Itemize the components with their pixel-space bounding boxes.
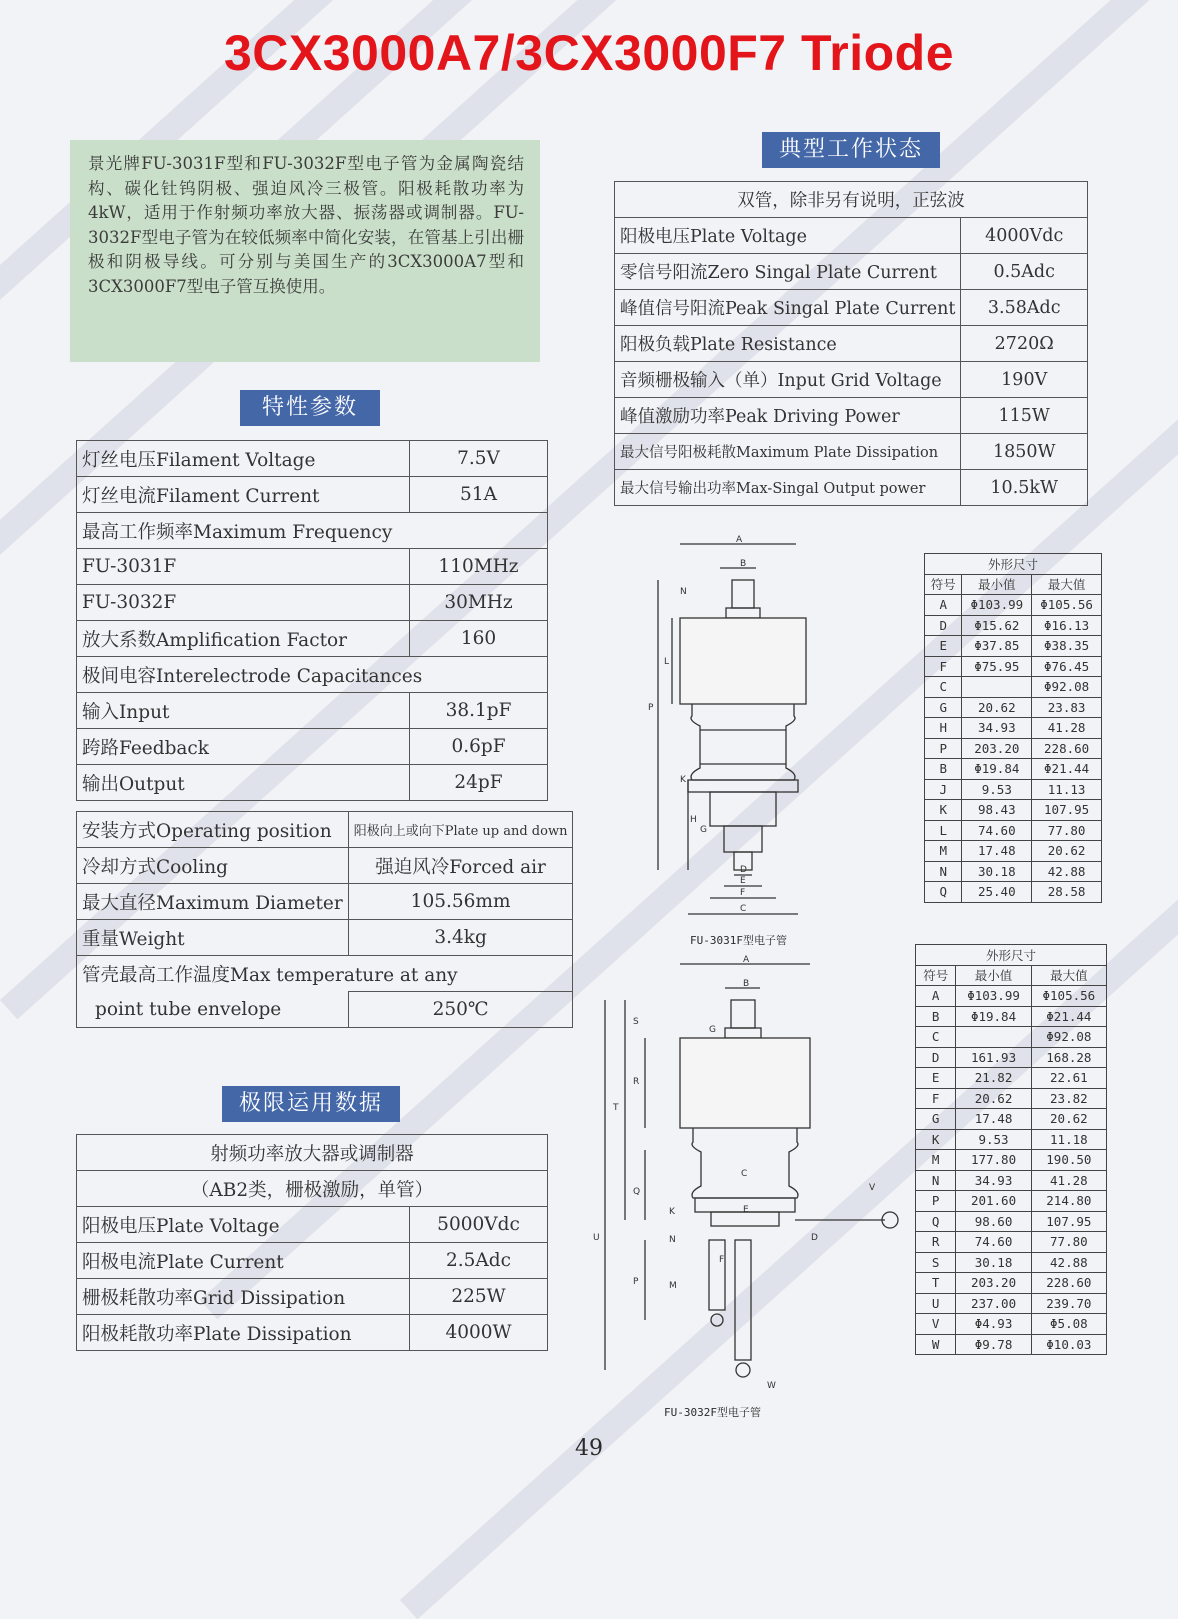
- table-row: [925, 554, 1102, 575]
- table-row: [925, 595, 1102, 616]
- dim-label: B: [743, 979, 750, 989]
- table-cell: 安装方式Operating position: [77, 812, 349, 848]
- table-cell: 0.5Adc: [961, 254, 1088, 290]
- table-cell: 阳极耗散功率Plate Dissipation: [77, 1315, 410, 1351]
- table-row: [77, 1279, 548, 1315]
- symbol-cell: V: [916, 1314, 956, 1335]
- table-cell: 51A: [410, 477, 548, 513]
- table-header: 最大值: [1031, 965, 1106, 986]
- table-cell: point tube envelope: [77, 992, 349, 1028]
- table-row: [925, 779, 1102, 800]
- table-row: [916, 1109, 1107, 1130]
- min-value-cell: 34.93: [956, 1170, 1031, 1191]
- table-row: [615, 398, 1088, 434]
- max-value-cell: Φ92.08: [1032, 677, 1102, 698]
- table-row: [925, 800, 1102, 821]
- dim-label: F: [740, 888, 746, 898]
- table-cell: 最大信号输出功率Max-Singal Output power: [615, 470, 961, 506]
- table-row: [77, 956, 573, 992]
- min-value-cell: 98.60: [956, 1211, 1031, 1232]
- dim-label: B: [740, 559, 747, 569]
- table-row: [77, 549, 548, 585]
- max-value-cell: Φ38.35: [1032, 636, 1102, 657]
- symbol-cell: Q: [925, 882, 962, 903]
- table-row: [925, 841, 1102, 862]
- table-cell: 双管，除非另有说明，正弦波: [615, 182, 1088, 218]
- min-value-cell: 161.93: [956, 1047, 1031, 1068]
- min-value-cell: 237.00: [956, 1293, 1031, 1314]
- table-header: 符号: [916, 965, 956, 986]
- dim-label: D: [740, 865, 747, 875]
- dim-label: G: [700, 825, 707, 835]
- fu3032f-caption: FU-3032F型电子管: [664, 1406, 761, 1419]
- dim-label: N: [669, 1235, 676, 1245]
- dim-label: A: [743, 955, 750, 965]
- table-row: [925, 759, 1102, 780]
- table-cell: 160: [410, 621, 548, 657]
- table-row: [615, 290, 1088, 326]
- table-row: [916, 1129, 1107, 1150]
- max-value-cell: 228.60: [1031, 1273, 1106, 1294]
- symbol-cell: T: [916, 1273, 956, 1294]
- dim-label: G: [709, 1025, 716, 1035]
- symbol-cell: E: [916, 1068, 956, 1089]
- max-value-cell: Φ5.08: [1031, 1314, 1106, 1335]
- table-row: [916, 1068, 1107, 1089]
- symbol-cell: N: [916, 1170, 956, 1191]
- table-header: 最小值: [962, 574, 1032, 595]
- symbol-cell: G: [916, 1109, 956, 1130]
- table-row: [916, 1252, 1107, 1273]
- table-cell: 重量Weight: [77, 920, 349, 956]
- table-row: [615, 218, 1088, 254]
- max-value-cell: 228.60: [1032, 738, 1102, 759]
- table-cell: 4000Vdc: [961, 218, 1088, 254]
- symbol-cell: B: [925, 759, 962, 780]
- table-row: [916, 1314, 1107, 1335]
- table-cell: 1850W: [961, 434, 1088, 470]
- min-value-cell: 98.43: [962, 800, 1032, 821]
- symbol-cell: K: [916, 1129, 956, 1150]
- table-row: [925, 820, 1102, 841]
- max-value-cell: 107.95: [1031, 1211, 1106, 1232]
- max-value-cell: 168.28: [1031, 1047, 1106, 1068]
- typical-heading: 典型工作状态: [762, 132, 940, 168]
- table-header: 最小值: [956, 965, 1031, 986]
- table-row: [925, 738, 1102, 759]
- table-cell: 24pF: [410, 765, 548, 801]
- table-cell: 音频栅极输入（单）Input Grid Voltage: [615, 362, 961, 398]
- table-cell: 阳极负载Plate Resistance: [615, 326, 961, 362]
- table-cell: 7.5V: [410, 441, 548, 477]
- symbol-cell: H: [925, 718, 962, 739]
- table-cell: 输出Output: [77, 765, 410, 801]
- fu3031f-drawing: [628, 530, 808, 930]
- max-value-cell: 41.28: [1031, 1170, 1106, 1191]
- table-row: [77, 1315, 548, 1351]
- table-cell: 强迫风冷Forced air: [348, 848, 573, 884]
- table-cell: 30MHz: [410, 585, 548, 621]
- max-value-cell: Φ105.56: [1032, 595, 1102, 616]
- min-value-cell: 17.48: [956, 1109, 1031, 1130]
- table-row: [925, 718, 1102, 739]
- symbol-cell: F: [925, 656, 962, 677]
- characteristics-table-lower: [76, 811, 573, 1028]
- table-cell: 阳极向上或向下Plate up and down: [348, 812, 573, 848]
- table-row: [925, 861, 1102, 882]
- table-row: [916, 1232, 1107, 1253]
- table-row: [615, 326, 1088, 362]
- max-value-cell: 20.62: [1031, 1109, 1106, 1130]
- limits-heading: 极限运用数据: [222, 1086, 400, 1122]
- symbol-cell: W: [916, 1334, 956, 1355]
- dim-label: E: [740, 876, 746, 886]
- symbol-cell: J: [925, 779, 962, 800]
- symbol-cell: Q: [916, 1211, 956, 1232]
- dim-label: P: [648, 703, 654, 713]
- table-cell: 10.5kW: [961, 470, 1088, 506]
- min-value-cell: 30.18: [962, 861, 1032, 882]
- symbol-cell: A: [916, 986, 956, 1007]
- dim-label: R: [633, 1077, 640, 1087]
- table-row: [916, 1006, 1107, 1027]
- page-number: 49: [575, 1436, 603, 1461]
- max-value-cell: Φ10.03: [1031, 1334, 1106, 1355]
- table-row: [916, 965, 1107, 986]
- table-row: [925, 697, 1102, 718]
- symbol-cell: M: [916, 1150, 956, 1171]
- table-cell: （AB2类，栅极激励，单管）: [77, 1171, 548, 1207]
- max-value-cell: 22.61: [1031, 1068, 1106, 1089]
- symbol-cell: M: [925, 841, 962, 862]
- table-cell: 栅极耗散功率Grid Dissipation: [77, 1279, 410, 1315]
- table-cell: 225W: [410, 1279, 548, 1315]
- max-value-cell: 23.82: [1031, 1088, 1106, 1109]
- symbol-cell: P: [916, 1191, 956, 1212]
- symbol-cell: S: [916, 1252, 956, 1273]
- dim-label: Q: [633, 1187, 641, 1197]
- symbol-cell: D: [916, 1047, 956, 1068]
- table-row: [916, 1273, 1107, 1294]
- min-value-cell: 203.20: [962, 738, 1032, 759]
- symbol-cell: B: [916, 1006, 956, 1027]
- max-value-cell: 42.88: [1032, 861, 1102, 882]
- min-value-cell: 74.60: [956, 1232, 1031, 1253]
- table-row: [925, 636, 1102, 657]
- max-value-cell: 77.80: [1031, 1232, 1106, 1253]
- min-value-cell: 25.40: [962, 882, 1032, 903]
- table-row: [77, 585, 548, 621]
- dim-label: E: [743, 1205, 749, 1215]
- table-cell: 5000Vdc: [410, 1207, 548, 1243]
- max-value-cell: 42.88: [1031, 1252, 1106, 1273]
- max-value-cell: 23.83: [1032, 697, 1102, 718]
- max-value-cell: Φ105.56: [1031, 986, 1106, 1007]
- max-value-cell: 11.13: [1032, 779, 1102, 800]
- min-value-cell: 177.80: [956, 1150, 1031, 1171]
- min-value-cell: 17.48: [962, 841, 1032, 862]
- table-cell: 最高工作频率Maximum Frequency: [77, 513, 548, 549]
- dim-label: S: [633, 1017, 639, 1027]
- table-row: [925, 882, 1102, 903]
- table-cell: 峰值激励功率Peak Driving Power: [615, 398, 961, 434]
- table-row: [916, 1027, 1107, 1048]
- symbol-cell: D: [925, 615, 962, 636]
- table-row: [615, 254, 1088, 290]
- dim-label: K: [669, 1207, 675, 1217]
- min-value-cell: [956, 1027, 1031, 1048]
- fu3031f-caption: FU-3031F型电子管: [690, 934, 787, 947]
- table-row: [77, 1171, 548, 1207]
- table-row: [77, 477, 548, 513]
- characteristics-table: [76, 440, 548, 801]
- max-value-cell: Φ21.44: [1032, 759, 1102, 780]
- table-row: [916, 1211, 1107, 1232]
- dim-label: L: [664, 657, 670, 667]
- table-row: [916, 1088, 1107, 1109]
- table-cell: 峰值信号阳流Peak Singal Plate Current: [615, 290, 961, 326]
- table-cell: 250℃: [348, 992, 573, 1028]
- table-cell: 放大系数Amplification Factor: [77, 621, 410, 657]
- dim-label: P: [633, 1277, 639, 1287]
- table-cell: 最大直径Maximum Diameter: [77, 884, 349, 920]
- dim-label: K: [680, 775, 686, 785]
- table-cell: 110MHz: [410, 549, 548, 585]
- symbol-cell: A: [925, 595, 962, 616]
- table-cell: FU-3031F: [77, 549, 410, 585]
- table-row: [916, 986, 1107, 1007]
- table-cell: 灯丝电压Filament Voltage: [77, 441, 410, 477]
- max-value-cell: Φ92.08: [1031, 1027, 1106, 1048]
- max-value-cell: 41.28: [1032, 718, 1102, 739]
- dim-label: W: [767, 1381, 776, 1391]
- min-value-cell: 21.82: [956, 1068, 1031, 1089]
- typical-table: [614, 181, 1088, 506]
- table-row: [925, 656, 1102, 677]
- table-row: [77, 621, 548, 657]
- min-value-cell: 74.60: [962, 820, 1032, 841]
- table-cell: 射频功率放大器或调制器: [77, 1135, 548, 1171]
- min-value-cell: Φ19.84: [956, 1006, 1031, 1027]
- table-cell: 190V: [961, 362, 1088, 398]
- table-row: [615, 362, 1088, 398]
- table-row: [615, 470, 1088, 506]
- symbol-cell: L: [925, 820, 962, 841]
- table-cell: 阳极电压Plate Voltage: [77, 1207, 410, 1243]
- min-value-cell: 201.60: [956, 1191, 1031, 1212]
- table-row: [916, 1293, 1107, 1314]
- max-value-cell: Φ76.45: [1032, 656, 1102, 677]
- table-header: 外形尺寸: [916, 945, 1107, 966]
- page-title: 3CX3000A7/3CX3000F7 Triode: [223, 25, 955, 81]
- max-value-cell: Φ21.44: [1031, 1006, 1106, 1027]
- max-value-cell: 11.18: [1031, 1129, 1106, 1150]
- min-value-cell: 34.93: [962, 718, 1032, 739]
- dim-label: H: [690, 815, 697, 825]
- table-cell: 115W: [961, 398, 1088, 434]
- table-row: [925, 677, 1102, 698]
- table-cell: FU-3032F: [77, 585, 410, 621]
- min-value-cell: 203.20: [956, 1273, 1031, 1294]
- table-cell: 105.56mm: [348, 884, 573, 920]
- table-cell: 冷却方式Cooling: [77, 848, 349, 884]
- table-row: [925, 615, 1102, 636]
- min-value-cell: Φ75.95: [962, 656, 1032, 677]
- table-header: 外形尺寸: [925, 554, 1102, 575]
- table-row: [916, 1047, 1107, 1068]
- symbol-cell: E: [925, 636, 962, 657]
- table-cell: 3.4kg: [348, 920, 573, 956]
- min-value-cell: Φ19.84: [962, 759, 1032, 780]
- min-value-cell: [962, 677, 1032, 698]
- symbol-cell: F: [916, 1088, 956, 1109]
- fu3032f-drawing: [585, 950, 905, 1400]
- table-row: [77, 729, 548, 765]
- min-value-cell: 20.62: [962, 697, 1032, 718]
- table-row: [916, 945, 1107, 966]
- symbol-cell: U: [916, 1293, 956, 1314]
- symbol-cell: G: [925, 697, 962, 718]
- dim-label: A: [736, 535, 743, 545]
- dims-table-fu3032f: [915, 944, 1107, 1355]
- table-row: [77, 848, 573, 884]
- table-row: [916, 1150, 1107, 1171]
- table-row: [615, 182, 1088, 218]
- table-row: [77, 513, 548, 549]
- table-cell: 极间电容Interelectrode Capacitances: [77, 657, 548, 693]
- symbol-cell: K: [925, 800, 962, 821]
- max-value-cell: 214.80: [1031, 1191, 1106, 1212]
- table-row: [77, 657, 548, 693]
- max-value-cell: 28.58: [1032, 882, 1102, 903]
- symbol-cell: P: [925, 738, 962, 759]
- table-cell: 3.58Adc: [961, 290, 1088, 326]
- symbol-cell: C: [925, 677, 962, 698]
- table-row: [77, 1135, 548, 1171]
- table-cell: 4000W: [410, 1315, 548, 1351]
- table-cell: 2720Ω: [961, 326, 1088, 362]
- table-cell: 最大信号阳极耗散Maximum Plate Dissipation: [615, 434, 961, 470]
- dim-label: C: [741, 1169, 748, 1179]
- dim-label: F: [719, 1255, 725, 1265]
- table-header: 最大值: [1032, 574, 1102, 595]
- table-row: [77, 992, 573, 1028]
- max-value-cell: 77.80: [1032, 820, 1102, 841]
- table-row: [77, 765, 548, 801]
- max-value-cell: 20.62: [1032, 841, 1102, 862]
- dim-label: D: [811, 1233, 818, 1243]
- table-cell: 灯丝电流Filament Current: [77, 477, 410, 513]
- table-cell: 2.5Adc: [410, 1243, 548, 1279]
- symbol-cell: N: [925, 861, 962, 882]
- max-value-cell: 239.70: [1031, 1293, 1106, 1314]
- min-value-cell: Φ103.99: [956, 986, 1031, 1007]
- min-value-cell: 20.62: [956, 1088, 1031, 1109]
- characteristics-heading: 特性参数: [240, 390, 380, 426]
- table-cell: 阳极电流Plate Current: [77, 1243, 410, 1279]
- table-row: [916, 1334, 1107, 1355]
- table-cell: 管壳最高工作温度Max temperature at any: [77, 956, 573, 992]
- table-row: [77, 884, 573, 920]
- table-row: [77, 1207, 548, 1243]
- min-value-cell: 30.18: [956, 1252, 1031, 1273]
- dim-label: M: [669, 1281, 677, 1291]
- min-value-cell: Φ37.85: [962, 636, 1032, 657]
- table-row: [77, 693, 548, 729]
- min-value-cell: Φ15.62: [962, 615, 1032, 636]
- min-value-cell: 9.53: [956, 1129, 1031, 1150]
- table-cell: 阳极电压Plate Voltage: [615, 218, 961, 254]
- table-cell: 输入Input: [77, 693, 410, 729]
- table-row: [925, 574, 1102, 595]
- table-row: [77, 920, 573, 956]
- min-value-cell: Φ9.78: [956, 1334, 1031, 1355]
- table-header: 符号: [925, 574, 962, 595]
- dims-table-fu3031f: [924, 553, 1102, 903]
- table-cell: 0.6pF: [410, 729, 548, 765]
- dim-label: V: [869, 1183, 876, 1193]
- dim-label: T: [613, 1103, 619, 1113]
- table-cell: 跨路Feedback: [77, 729, 410, 765]
- max-value-cell: Φ16.13: [1032, 615, 1102, 636]
- dim-label: U: [593, 1233, 600, 1243]
- intro-text: 景光牌FU-3031F型和FU-3032F型电子管为金属陶瓷结构、碳化钍钨阴极、强迫风冷三极管。阳极耗散功率为4kW，适用于作射频功率放大器、振荡器或调制器。FU-3032F型电子管为在较低频率中简化安装，在管基上引出栅极和阴极导线。可分别与美国生产的3CX3000A7型和3CX3000F7型电子管互换使用。: [70, 140, 540, 362]
- min-value-cell: Φ103.99: [962, 595, 1032, 616]
- table-cell: 零信号阳流Zero Singal Plate Current: [615, 254, 961, 290]
- limits-table: [76, 1134, 548, 1351]
- table-row: [916, 1170, 1107, 1191]
- dim-label: C: [740, 904, 747, 914]
- table-row: [77, 441, 548, 477]
- min-value-cell: 9.53: [962, 779, 1032, 800]
- table-row: [615, 434, 1088, 470]
- symbol-cell: R: [916, 1232, 956, 1253]
- table-cell: 38.1pF: [410, 693, 548, 729]
- table-row: [77, 812, 573, 848]
- table-row: [916, 1191, 1107, 1212]
- max-value-cell: 190.50: [1031, 1150, 1106, 1171]
- max-value-cell: 107.95: [1032, 800, 1102, 821]
- table-row: [77, 1243, 548, 1279]
- symbol-cell: C: [916, 1027, 956, 1048]
- min-value-cell: Φ4.93: [956, 1314, 1031, 1335]
- dim-label: N: [680, 587, 687, 597]
